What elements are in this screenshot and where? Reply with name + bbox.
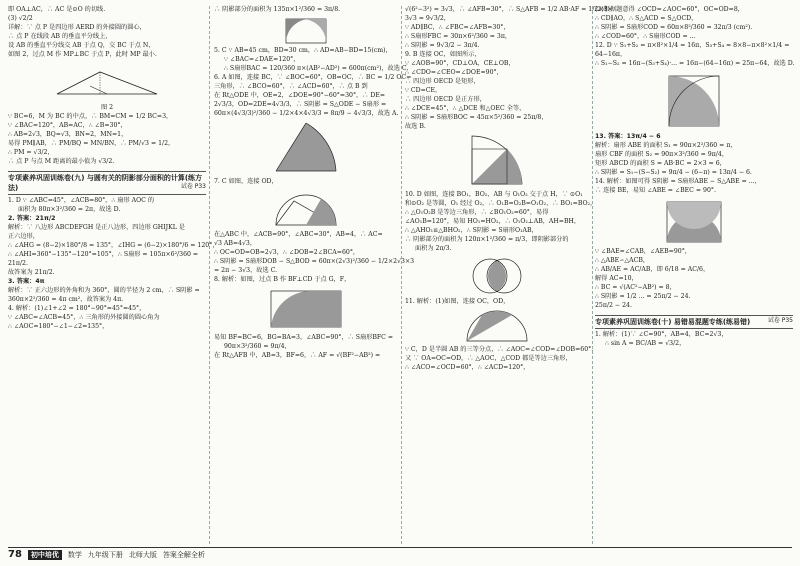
text-line: 在△ABC 中，∠ACB=90°，∠ABC=30°，AB=4，∴ AC=	[214, 230, 383, 238]
figure-caption: 图 2	[100, 103, 114, 111]
text-line: 14. 解析：如图可得 S阴影 = S扇形ABE − S△ABE = ...，	[595, 177, 761, 185]
text-line: 面积为 2π/3.	[415, 244, 452, 252]
text-line: ∴ AB/AE = AC/AB，即 6/18 = AC/6，	[595, 265, 710, 273]
text-line: ∴ 四边形 OECD 是正方形，	[405, 95, 486, 103]
text-line: 1. D ∵ ∠ABC=45°，∠ACB=80°，∴ 扇形 AOC 的	[8, 197, 155, 205]
text-line: 在 Rt△AFB 中，AB=3，BF=6，∴ AF = √(BF²−AB²) =	[214, 351, 381, 359]
text-line: ∵ ∠BAE=∠CAB，∠AEB=90°，	[595, 247, 691, 255]
two-circles-figure	[462, 256, 532, 296]
column-4	[595, 6, 793, 544]
text-line: ∴ CD∥AO，∴ S△ACD = S△OCD，	[595, 14, 698, 22]
text-line: 64−16π，	[595, 50, 627, 58]
text-line: 8. 解析：如图，过点 B 作 BF⊥CD 于点 G，F，	[214, 275, 351, 283]
text-line: ∴ 点 P 与点 M 距离的最小值为 √3/2.	[8, 157, 115, 165]
text-line: 60π×(4√3/3)²/360 − 1/2×4×4√3/3 = 8π/9 − 4√3/3，故选 A.	[214, 109, 399, 117]
text-line: ∵ C，D 是半圆 AB 的三等分点，∴ ∠AOC=∠COD=∠DOB=60°.	[405, 345, 594, 353]
text-line: ∴ 阴影部分的面积为 135π×1²/360 = 3π/8.	[214, 6, 341, 13]
text-line: ∴ ∠DCE=45°，∴ △DCE 和△OEC 全等，	[405, 104, 526, 112]
text-line: ∴ △O₁O₂B 是等边三角形，∴ ∠BO₁O₂=60°，易得	[405, 208, 549, 216]
page-number: 78	[8, 548, 22, 560]
text-line: 即 OA⊥AC，∴ AC 是⊙O 的切线.	[8, 6, 106, 13]
text-line: ∴ S阴影 = 9√3/2 − 3π/4.	[405, 41, 480, 49]
quarter-circle-figure	[457, 134, 537, 189]
text-line: 如图 2，过点 M 作 MP⊥BC 于点 P，此时 MP 最小.	[8, 50, 157, 58]
sector-figure	[266, 121, 346, 176]
text-line: ∴ S扇形FBC = 30π×6²/360 = 3π，	[405, 32, 512, 40]
shaded-square-figure	[271, 17, 341, 45]
text-line: 360π×2²/360 = 4π cm²，故答案为 4π.	[8, 295, 124, 303]
text-line: ∴ ∠AOC=180°−∠1−∠2=135°，	[8, 322, 109, 330]
text-line: ∴ ∠AHI=360°−135°−120°=105°，∴ S扇形 = 105π×6²/360 =	[8, 250, 199, 258]
text-line: 故答案为 21π/2.	[8, 268, 55, 276]
footer-book: 答案全解全析	[162, 550, 205, 559]
text-line: 矩形 ABCD 的面积 S = AB·BC = 2×3 = 6，	[595, 159, 726, 167]
text-line: 解得 AC=10，	[595, 274, 638, 282]
column-divider	[592, 6, 593, 544]
text-line: ∴ S阴影 = S₁−(S−S₂) = 9π/4 − (6−π) = 13π/4 − 6.	[595, 168, 752, 176]
text-line: ∴ S₁−S₂ = 16π−(S₃+S₄)·... = 16π−(64−16π) = 25π−64，故选 D.	[595, 59, 795, 67]
footer-subject: 数学	[67, 550, 82, 559]
section-heading	[595, 315, 793, 329]
col1-text-b	[8, 113, 206, 167]
text-line: √3 AB=4√3，	[214, 239, 257, 247]
text-line: ∵ ∠AOB=90°，CD⊥OA，CE⊥OB，	[405, 59, 515, 67]
text-line: 5. C ∵ AB=45 cm，BD=30 cm，∴ AD=AB−BD=15(cm)，	[214, 46, 392, 54]
text-line: ∵ CD=CE，	[405, 86, 442, 94]
text-line: ∴ 阴影部分的面积为 120π×1²/360 = π/3，即阴影部分的	[405, 235, 569, 243]
text-line: 解析：∵ 八边形 ABCDEFGH 是正八边形，四边形 GHIJKL 是	[8, 224, 185, 232]
text-line: ∴ 连接 BE，易知 ∠ABE = ∠BEC = 90°.	[595, 186, 716, 194]
text-line: 12. D ∵ S₁+S₂ = π×8²×1/4 = 16π，S₃+S₄ = 8×8−π×8²×1/4 =	[595, 41, 790, 49]
text-line: (3) √2/2	[8, 14, 33, 22]
section-heading	[8, 171, 206, 195]
footer-grade: 九年级下册	[87, 550, 123, 559]
text-line: 易知 BF=BC=6，BG=BA=3，∠ABC=90°，∴ S扇形BFC =	[214, 333, 394, 341]
text-line: ∴ 四边形 OECD 是矩形，	[405, 77, 480, 85]
text-line: ∴ S阴影 = S扇形BOC = 45π×5²/360 = 25π/8，	[405, 113, 548, 121]
text-line: ∴ PM = √3/2，	[8, 148, 54, 156]
column-1	[8, 6, 219, 544]
text-line: 21π/2.	[8, 259, 28, 267]
text-line: (2)根据题意得 ∠OCD=∠AOC=60°，OC=OD=8，	[595, 6, 744, 13]
text-line: ∴ ∠COD=60°，∴ S扇形COD = ...	[595, 32, 696, 40]
text-line: 7. C 如图，连接 OD，	[214, 177, 278, 185]
text-line: ∵ ∠BAC=120°，AB=AC，∴ ∠B=30°，	[8, 121, 127, 129]
text-line: √(6²−3²) = 3√3，∴ ∠AFB=30°，∴ S△AFB = 1/2 AB·AF = 1/2×3×	[405, 6, 613, 13]
section-ref: 试卷 P35	[767, 316, 793, 324]
text-line: ∵ ∠ABC=∠ACB=45°，∴ 三角形的外接圆的圆心角为	[8, 313, 160, 321]
text-line: 11. 解析：(1)如图，连接 OC，OD，	[405, 297, 510, 305]
text-line: 设 AB 的垂直平分线交 AB 于点 Q，交 BC 于点 N，	[8, 41, 155, 49]
triangle-figure	[52, 62, 162, 102]
text-line: 9. B 连接 OC，如图所示，	[405, 50, 481, 58]
text-line: ∴ ∠CDO=∠CEO=∠DOE=90°，	[405, 68, 503, 76]
text-line: 解析：扇形 ABE 的面积 S₁ = 90π×2²/360 = π，	[595, 141, 737, 149]
column-2	[214, 6, 415, 544]
text-line: 解析：∵ 正六边形的外角和为 360°，圆的半径为 2 cm，∴ S阴影 =	[8, 286, 200, 294]
text-line: 扇形 CBF 的面积 S₂ = 90π×3²/360 = 9π/4，	[595, 150, 729, 158]
column-divider	[401, 6, 402, 544]
text-line: 3√3 = 9√3/2，	[405, 14, 450, 22]
section-title: 专项素养巩固训练卷(九) 与圆有关的阴影部分面积的计算(练方法)	[8, 173, 203, 192]
text-line: 25π/2 − 24.	[595, 301, 632, 309]
text-line: 6. A 如图，连接 BC，∵ ∠BOC=60°，OB=OC，∴ BC = 1/2 OC=	[214, 73, 412, 81]
text-line: 面积为 80π×3²/360 = 2π，故选 D.	[18, 206, 121, 214]
text-line: ∴ OC=OD=OB=2√3，∴ ∠DOB=2∠BCA=60°，	[214, 248, 360, 256]
text-line: 4. 解析：(1)∠1+∠2 = 180°−90°=45°=45°，	[8, 304, 146, 312]
text-line: 故选 B.	[405, 122, 426, 130]
text-line: ∴ S扇形BAC = 120/360 π×(AB²−AD²) = 600π(cm²)，故选 C.	[224, 64, 409, 72]
text-line: = 2π − 3√3，故选 C.	[214, 266, 278, 274]
text-line: 13. 答案：13π/4 − 6	[595, 132, 661, 140]
text-line: 2. 答案：21π/2	[8, 215, 56, 223]
column-divider	[209, 6, 210, 544]
text-line: 又 ∵ OA=OC=OD，∴ △AOC，△COD 都是等边三角形，	[405, 354, 572, 362]
text-line: 在 Rt△ODE 中，OE=2，∠DOE=90°−60°=30°，∴ DE=	[214, 91, 386, 99]
text-line: ∴ ∠AHG = (8−2)×180°/8 = 135°，∠IHG = (6−2)×180°/6 = 120°，	[8, 242, 219, 249]
semicircle-figure	[266, 189, 346, 229]
text-line: ∴ 点 P 在线段 AB 的垂直平分线上，	[8, 32, 112, 40]
text-line: ∴ S阴影 = 1/2 ... = 25π/2 − 24.	[595, 292, 691, 300]
text-line: ∴ S阴影 = S扇形DOB − S△BOD = 60π×(2√3)²/360 − 1/2×2√3×3	[214, 257, 415, 265]
text-line: ∴ S阴影 = S扇形COD = 60π×8²/360 = 32π/3 (cm²).	[595, 23, 753, 31]
footer-edition: 北师大版	[128, 550, 157, 559]
text-line: ∠AO₁B=120°，易知 HO₁=HO₂，∴ O₁O₂⊥AB，AH=BH，	[405, 217, 581, 225]
text-line: ∴ sin A = BC/AB = √3/2，	[605, 339, 686, 347]
brand-logo: 初中培优	[28, 550, 62, 560]
col1-answers	[8, 197, 219, 332]
text-line: 正六边形，	[8, 233, 39, 241]
text-line: 90π×3²/360 = 9π/4，	[224, 342, 291, 350]
text-line: 10. D 如图，连接 BO₁，BO₂，AB 与 O₁O₂ 交于点 H，∵ ⊙O₁	[405, 190, 583, 198]
text-line: 三角形，∴ ∠BCO=60°，∴ ∠ACD=60°，∴ 点 B 到	[214, 82, 368, 90]
text-line: 和⊙O₂ 是等圆，O₁ 经过 O₂，∴ O₁B=O₂B=O₁O₂，∴ BO₁=BO₂，	[405, 199, 597, 207]
rectangle-arc-figure	[261, 287, 351, 332]
section-ref: 试卷 P33	[180, 182, 206, 190]
section-title: 专项素养巩固训练卷(十) 易错易混题专练(练易错)	[595, 317, 751, 326]
text-line: ∴ △AHO₁≌△BHO₂，∴ S阴影 = S扇形O₁AB，	[405, 226, 538, 234]
text-line: ∵ ∠BAC=∠DAE=120°，	[224, 55, 300, 63]
text-line: ∵ BC=6，M 为 BC 的中点，∴ BM=CM = 1/2 BC=3，	[8, 112, 173, 120]
text-line: 3. 答案：4π	[8, 277, 45, 285]
rectangle-semicircles-figure	[659, 198, 729, 246]
col1-text-a	[8, 6, 206, 60]
text-line: 2√3/3，OD=2DE=4√3/3，∴ S阴影 = S△ODE − S扇形 =	[214, 100, 387, 108]
text-line: ∴ ∠ACO=∠OCD=60°，∴ ∠ACD=120°，	[405, 363, 530, 371]
text-line: ∴ AB=2√3，BQ=√3，BN=2，MN=1，	[8, 130, 128, 138]
text-line: 1. 解析：(1)∵ ∠C=90°，AB=4，BC=2√3，	[595, 330, 728, 338]
text-line: 详解：∵ 点 P 是四边形 AERD 的外接圆的圆心，	[8, 23, 146, 31]
text-line: ∵ AD∥BC，∴ ∠FBC=∠AFB=30°，	[405, 23, 510, 31]
text-line: 易得 PM∥AB，∴ PM/BQ = MN/BN，∴ PM/√3 = 1/2，	[8, 139, 175, 147]
page-footer	[8, 547, 792, 562]
half-circle-figure	[457, 309, 537, 344]
square-quarter-circles-figure	[664, 71, 724, 131]
text-line: ∴ BC = √(AC²−AB²) = 8，	[595, 283, 676, 291]
text-line: ∴ △ABE∽△ACB，	[595, 256, 650, 264]
